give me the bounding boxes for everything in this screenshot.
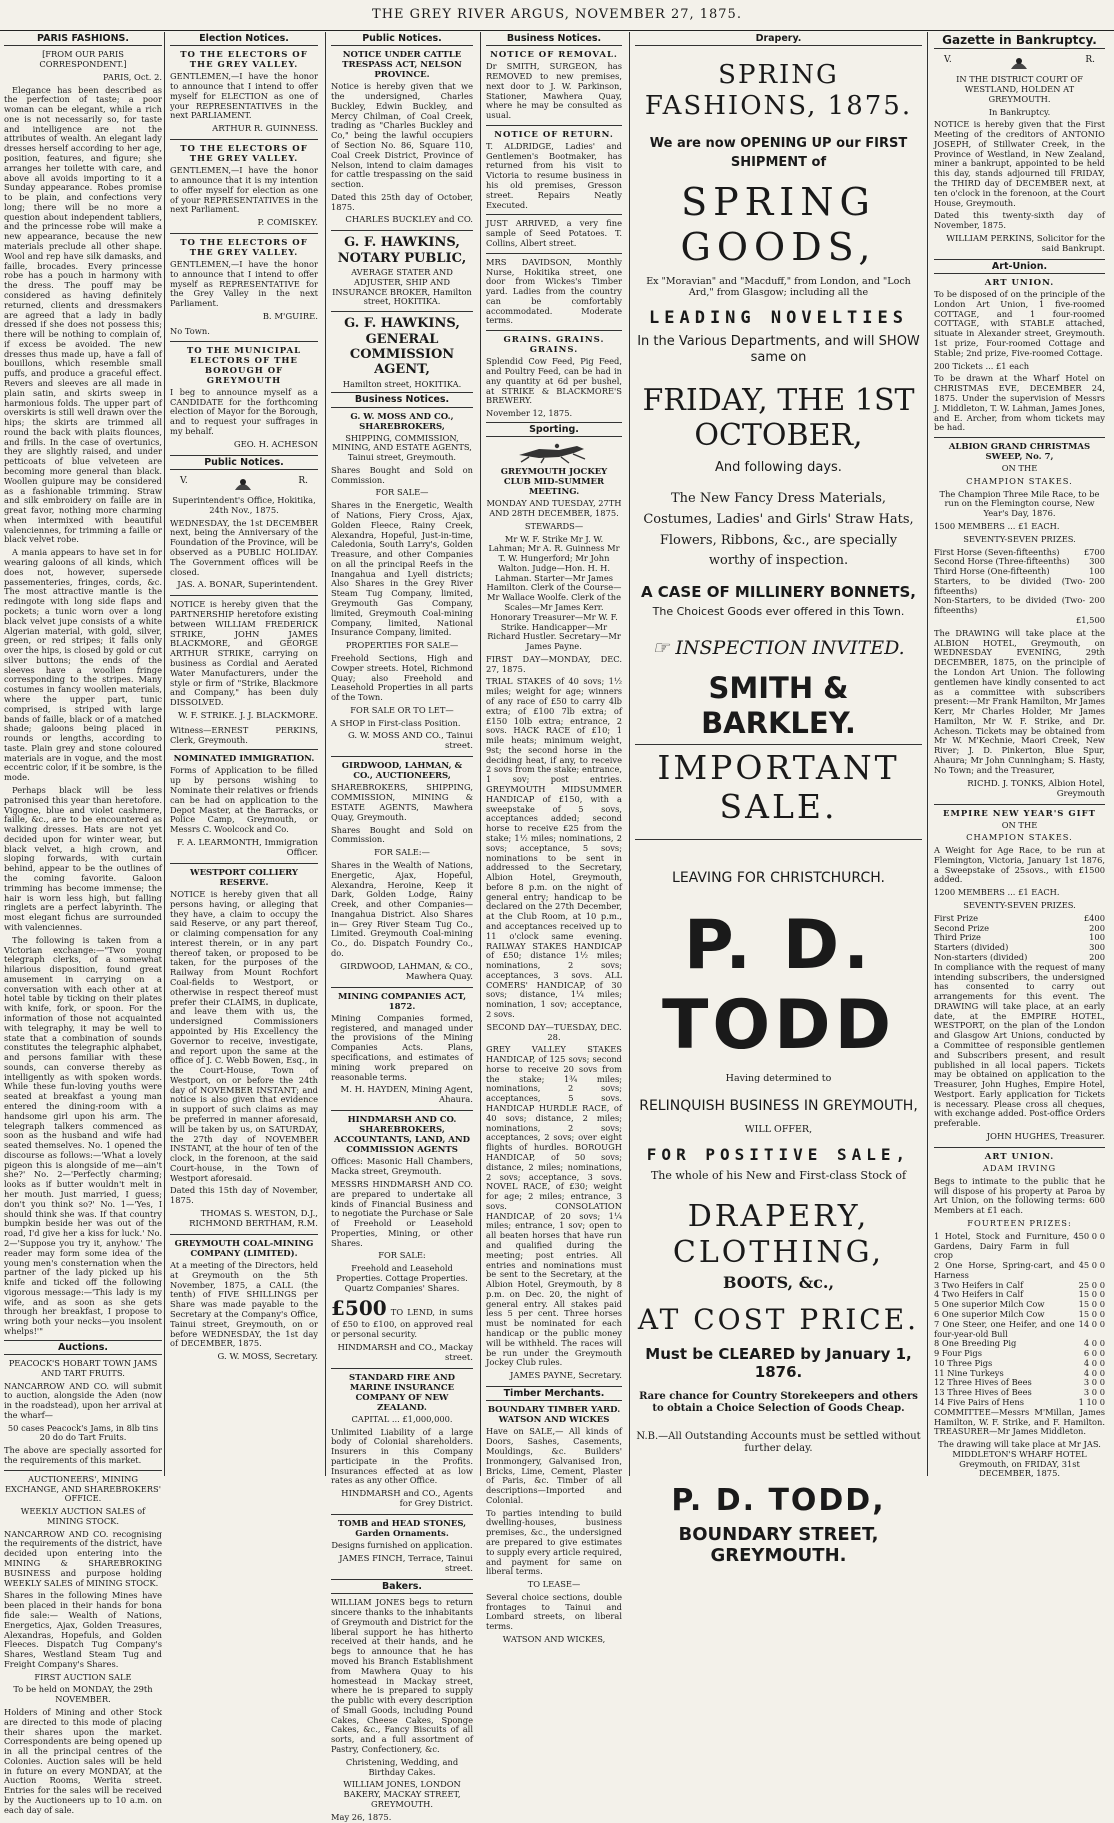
- notice-sub: SEVENTY-SEVEN PRIZES.: [963, 900, 1076, 911]
- divider: [170, 749, 318, 750]
- divider: [331, 230, 473, 231]
- prize-amount: 4 0 0: [1083, 1367, 1105, 1378]
- notice-date: November 12, 1875.: [486, 408, 573, 419]
- notice-body: Splendid Cow Feed, Pig Feed, and Poultry Feed, can be had in any quantity at 6d per bushel, at STRIKE & BLACKMORE'S BREWERY.: [486, 356, 622, 406]
- prize-name: 10 Three Pigs: [934, 1357, 993, 1368]
- signature: M. H. HAYDEN, Mining Agent, Ahaura.: [340, 1085, 473, 1106]
- signature: WATSON AND WICKES,: [502, 1634, 606, 1645]
- notice-body: AVERAGE STATER AND ADJUSTER, SHIP AND INSURANCE BROKER, Hamilton street, HOKITIKA.: [332, 267, 472, 307]
- signature: WILLIAM PERKINS, Solicitor for the said Bankrupt.: [946, 233, 1105, 254]
- notice-title: BOUNDARY TIMBER YARD. WATSON AND WICKES: [487, 1405, 621, 1426]
- race-list: TRIAL STAKES of 40 sovs; 1½ miles; weight for age; winners of any race of £50 to carry 4lb extra; of £100 7lb extra; of £150 10lb extra; entrance, 2 sovs. HACK RACE of £10; 1 mile heats; minimum weight, 9st; the second horse in the deciding heat, if any, to receive 2 sovs from the stake; entrance, 1 sov; post entries. GREYMOUTH MIDSUMMER HANDICAP of £150, with a sweepstake of 5 sovs, acceptances added; second horse to receive £25 from the stake; 1½ miles; nominations, 2 sovs; acceptance, 5 sovs; nominations to be sent in addressed to the Secretary, Albion Hotel, Greymouth, before 8 p.m. on the night of general entry; handicap to be declared on the 27th December, at the Club Room, at 10 p.m., and acceptances received up to 11 o'clock same evening. RAILWAY STAKES HANDICAP of £50; distance 1½ miles; nominations, 2 sovs; acceptances, 3 sovs. ALL COMERS' HANDICAP, of 30 sovs; distance, 1¼ miles; nomination, 1 sov; acceptance, 2 sovs.: [486, 676, 622, 1020]
- divider: [4, 1470, 162, 1471]
- notice-title: GRAINS. GRAINS. GRAINS.: [503, 335, 605, 356]
- ad-line: SHIPMENT of: [730, 154, 827, 170]
- column-public-notices: [325, 32, 478, 1822]
- ad-line: LEAVING FOR CHRISTCHURCH.: [672, 869, 885, 886]
- notice-body: NOTICE is hereby given that the First Meeting of the creditors of ANTONIO JOSEPH, of Stillwater Creek, in the Province of Westland, in New Zealand, miner a bankrupt, appointed to be held this day, stands adjourned till FRIDAY, the THIRD day of DECEMBER next, at ten o'clock in the forenoon, at the Court House, Greymouth.: [934, 119, 1105, 208]
- prize-row: [934, 596, 1105, 616]
- notice-foot: Witness—ERNEST PERKINS, Clerk, Greymouth.: [170, 724, 318, 745]
- notice-title: TOMB and HEAD STONES, Garden Ornaments.: [337, 1519, 467, 1540]
- inspection-text: INSPECTION INVITED.: [675, 636, 905, 659]
- notice-body: Freehold and Leasehold Properties. Cottage Properties. Quartz Companies' Shares.: [336, 1263, 468, 1293]
- signature: RICHD. J. TONKS, Albion Hotel, Greymouth: [967, 778, 1105, 799]
- section-heading: Sporting.: [486, 422, 622, 437]
- notice-title: EMPIRE NEW YEAR'S GIFT: [942, 808, 1096, 819]
- signature: JOHN HUGHES, Treasurer.: [986, 1132, 1105, 1143]
- ad-headline: FRIDAY, THE 1ST OCTOBER,: [642, 382, 915, 454]
- ad-headline: IMPORTANT SALE.: [657, 747, 900, 826]
- ad-body: The above are specially assorted for the requirements of this market.: [4, 1445, 162, 1465]
- section-heading: Business Notices.: [331, 392, 473, 407]
- notice-body: Notice is hereby given that we the undersigned, Charles Buckley, Edwin Buckley, and Mercy Chilman, of Coal Creek, trading as "Charles Buckley and Co," being the lawful occupiers of Section No. 86, Square 110, Coal Creek District, Province of Nelson, intend to claim damages for cattle trespassing on the said section.: [331, 81, 473, 190]
- notice-sub: CAPITAL ... £1,000,000.: [351, 1413, 453, 1424]
- prize-amount: 200: [1089, 595, 1105, 606]
- article-paragraph: The following is taken from a Victorian exchange:—"Two young telegraph clerks, of a somewhat hilarious disposition, found great amusement in carrying on a conversation with each other at at hotel table by ticking on their plates with knife, fork, or spoon. For the information of those not acquainted with telegraphy, it may be well to state that a combination of sounds constitutes the telegraphic alphabet, and persons familiar with these sounds, can converse thereby as intelligently as with spoken words. While these fun-loving youths were seated at breakfast a young man entered the dining-room with a handsome girl upon his arm. The telegraph talkers commenced as soon as the husband and wife had seated themselves. No. 1 opened the discourse as follows:—'What a lovely pigeon this is alongside of me—ain't she?' No. 2—'Perfectly charming; looks as if butter wouldn't melt in her mouth. Just married, I guess; don't you think so?' No. 1—'Yes, I should think she was. If that country bumpkin beside her was out of the road, I'd give her a kiss for luck.' No. 2—'Suppose you try it, anyhow.' The reader may form some idea of the young men's consternation when the partner of the lady picked up his knife and ticked off the following vigorous message:—'This lady is my wife, and as soon as she gets through her breakfast, I propose to wring both your necks—you insolent whelps!'": [4, 934, 162, 1336]
- vr-v: V.: [180, 476, 188, 487]
- section-heading: Business Notices.: [486, 32, 622, 46]
- ad-line: Having determined to: [725, 1072, 832, 1084]
- divider: [170, 139, 318, 140]
- prize-total: £1,500: [1075, 615, 1105, 626]
- prize-name: First Horse (Seven-fifteenths): [934, 546, 1060, 557]
- ad-paragraph: The New Fancy Dress Materials, Costumes, Ladies' and Girls' Straw Hats, Flowers, Ribbons, &c., are specially worthy of inspection.: [643, 491, 914, 569]
- notice-sub: FOURTEEN PRIZES:: [967, 1217, 1072, 1228]
- ad-line: RELINQUISH BUSINESS IN GREYMOUTH,: [639, 1097, 918, 1114]
- prize-name: 6 One superior Milch Cow: [934, 1308, 1045, 1319]
- prize-name: 4 Two Heifers in Calf: [934, 1289, 1024, 1300]
- notice-body: The drawing will take place at Mr JAS. MIDDLETON'S WHARF HOTEL Greymouth, on FRIDAY, 31st DECEMBER, 1875.: [938, 1439, 1101, 1479]
- signature: F. A. LEARMONTH, Immigration Officer.: [177, 837, 318, 858]
- ad-line: We are now OPENING UP our FIRST: [649, 135, 908, 151]
- ad-line: To be held on MONDAY, the 29th NOVEMBER.: [13, 1684, 153, 1705]
- prize-name: Second Horse (Three-fifteenths): [934, 556, 1070, 567]
- ad-title: PEACOCK'S HOBART TOWN JAMS AND TART FRUITS.: [8, 1357, 158, 1378]
- prize-amount: 1 10 0: [1078, 1397, 1105, 1408]
- notice-body: Offices: Masonic Hall Chambers, Macka street, Greymouth.: [331, 1156, 473, 1177]
- notice-title: G. W. MOSS AND CO., SHAREBROKERS,: [350, 411, 454, 432]
- notice-body: GENTLEMEN,—I have the honor to announce that it is my intention to offer myself for election as one of your REPRESENTATIVES in the next Parliament.: [170, 165, 318, 215]
- ad-subtitle: FIRST AUCTION SALE: [34, 1671, 132, 1682]
- royal-arms: [934, 53, 1105, 75]
- officials: Mr W. F. Strike Mr J. W. Lahman; Mr A. R. Guinness Mr T. W. Hungerford; Mr John Walton. Judge—Hon. H. H. Lahman. Starter—Mr James Hamilton. Clerk of the Course—Mr Wallace Woolfe. Clerk of the Scales—Mr James Kerr. Honorary Treasurer—Mr W. F. Strike. Handicapper—Mr Richard Hustler. Secretary—Mr James Payne.: [486, 533, 622, 652]
- notice-title: MINING COMPANIES ACT, 1872.: [337, 991, 467, 1012]
- notice-date: Dated this 25th day of October, 1875.: [331, 191, 473, 212]
- notice-body: Have on SALE,— All kinds of Doors, Sashes, Casements, Mouldings, &c. Builders' Ironmongery, Galvanised Iron, Bricks, Lime, Cement, Plaster of Paris, &c. Timber of all descriptions—Imported and Colonial.: [486, 1426, 622, 1505]
- notice-sub: ADAM IRVING: [982, 1163, 1057, 1174]
- section-heading: Art-Union.: [934, 259, 1105, 274]
- notice-body: NOTICE is hereby given that the PARTNERSHIP heretofore existing between WILLIAM FREDERICK STRIKE, JOHN JAMES BLACKMORE, and GEORGE ARTHUR STRIKE, carrying on business as Cordial and Aerated Water Manufacturers, under the style or firm of "Strike, Blackmore and Company," has been duly DISSOLVED.: [170, 599, 318, 708]
- notice-body: Christening, Wedding, and Birthday Cakes.: [345, 1756, 459, 1777]
- ad-line: Must be CLEARED by January 1, 1876.: [645, 1345, 912, 1381]
- ad-line: The whole of his New and First-class Stock of: [650, 1169, 907, 1183]
- ad-headline: [635, 637, 922, 659]
- ad-line: In the Various Departments, and will SHOW same on: [637, 334, 920, 365]
- prize-amount: 45 0 0: [1078, 1260, 1105, 1271]
- divider: [331, 1368, 473, 1369]
- signature: HINDMARSH and CO., Agents for Grey District.: [341, 1489, 473, 1510]
- notice-title: ART UNION.: [984, 1152, 1055, 1163]
- divider: [934, 437, 1105, 438]
- prize-amount: 200: [1089, 922, 1105, 933]
- notice-title: ART UNION.: [984, 278, 1055, 289]
- prize-name: 13 Three Hives of Bees: [934, 1387, 1032, 1398]
- notice-title: G. F. HAWKINS, GENERAL COMMISSION AGENT,: [344, 316, 460, 378]
- prize-amount: 15 0 0: [1078, 1299, 1105, 1310]
- racehorse-icon: [486, 441, 622, 463]
- notice-body: COMMITTEE—Messrs M'Millan, James Hamilton, W. F. Strike, and F. Hamilton. TREASURER—Mr James Middleton.: [934, 1406, 1105, 1437]
- notice-sub: In Bankruptcy.: [988, 106, 1051, 117]
- notice-date: May 26, 1875.: [331, 1811, 392, 1822]
- article-paragraph: Perhaps black will be less patronised this year than heretofore. Vigogne, blue and violet cashmere, faille, &c., are to be encountered as walking dresses. Hats are not yet decided upon for winter wear, but black velvet, a high crown, and sloping forwards, with curtain behind, appear to be the outlines of the coming favorite. Galoon trimming has become immense; the hair is worn less high, but falling ringlets are a perfect labyrinth. The most elegant fichus are surrounded with valenciennes.: [4, 785, 162, 932]
- dateline: PARIS, Oct. 2.: [103, 71, 162, 82]
- merchant-address: BOUNDARY STREET, GREYMOUTH.: [678, 1524, 879, 1567]
- prize-amount: 6 0 0: [1083, 1348, 1105, 1359]
- loan-terms: TO LEND, in sums of £50 to £100, on approved real or personal security.: [331, 1306, 474, 1339]
- prize-name: Starters (divided): [934, 942, 1009, 953]
- ad-body: Shares in the following Mines have been placed in their hands for bona fide sale:— Wealth of Nations, Energetics, Ajax, Golden Treasures, Alexandras, Hopefuls, and Golden Fleeces. Dispatch Tug Company's Shares, Westland Steam Tug and Freight Company's Shares.: [4, 1590, 162, 1669]
- prize-name: 11 Nine Turkeys: [934, 1367, 1004, 1378]
- notice-date: Dated this 15th day of November, 1875.: [170, 1185, 318, 1206]
- ad-line: BOOTS, &c.,: [722, 1273, 835, 1293]
- prize-amount: 4 0 0: [1083, 1357, 1105, 1368]
- notice-title: WESTPORT COLLIERY RESERVE.: [190, 867, 298, 888]
- notice-body: T. ALDRIDGE, Ladies' and Gentlemen's Bootmaker, has returned from his visit to Victoria to resume business in his old premises, Gresson street. Repairs Neatly Executed.: [486, 140, 622, 210]
- signature: ARTHUR R. GUINNESS.: [212, 124, 318, 135]
- notice-line: 1200 MEMBERS ... £1 EACH.: [934, 887, 1060, 898]
- signature: THOMAS S. WESTON, D.J., RICHMOND BERTHAM, R.M.: [189, 1209, 318, 1230]
- divider: [331, 311, 473, 312]
- prize-amount: 14 0 0: [1078, 1318, 1105, 1329]
- prize-amount: 3 0 0: [1083, 1377, 1105, 1388]
- ad-line: 50 cases Peacock's Jams, in 8lb tins 20 do do Tart Fruits.: [7, 1422, 159, 1443]
- prize-list: [934, 1232, 1105, 1408]
- divider: [486, 214, 622, 215]
- section-heading: Drapery.: [635, 32, 922, 46]
- prize-amount: 100: [1089, 932, 1105, 943]
- prize-amount: 300: [1089, 556, 1105, 567]
- vr-r: R.: [1085, 55, 1095, 66]
- divider: [170, 233, 318, 234]
- ad-headline: DRAPERY, CLOTHING,: [672, 1199, 885, 1270]
- signature: G. W. MOSS, Secretary.: [217, 1352, 318, 1363]
- notice-body: To be disposed of on the principle of the London Art Union, 1 five-roomed COTTAGE, and 1 four-roomed COTTAGE, with STABLE attached, situate in Alexander street, Greymouth. 1st prize, Four-roomed Cottage and Stable; 2nd prize, Five-roomed Cottage.: [934, 289, 1105, 358]
- notice-body: In compliance with the request of many intending subscribers, the undersigned has consented to carry out arrangements for this event. The DRAWING will take place, at an early date, at the EMPIRE HOTEL, WESTPORT, on the plan of the London and Glasgow Art Unions, conducted by a Committee of responsible gentlemen and Subscribers present, and result published in all local papers. Tickets may be obtained on application to the Treasurer, John Hughes, Empire Hotel, Westport. Early application for Tickets is necessary. Please cross all cheques, with exchange added. Post-office Orders preferable.: [934, 961, 1105, 1129]
- notice-body: GENTLEMEN,—I have the honor to announce that I intend to offer myself as REPRESENTATIVE for the Grey Valley in the next Parliament.: [170, 259, 318, 309]
- notice-title: TO THE ELECTORS OF THE GREY VALLEY.: [180, 144, 308, 165]
- column-business-notices: [480, 32, 627, 1645]
- signature: G. W. MOSS AND CO., Tainui street.: [347, 731, 473, 752]
- notice-body: To be drawn at the Wharf Hotel on CHRISTMAS EVE, DECEMBER 24, 1875. Under the supervision of Messrs J. Middleton, T. W. Lahman, James Jones, and E. Archer, from whom tickets may be had.: [934, 373, 1105, 433]
- prize-amount: 3 0 0: [1083, 1387, 1105, 1398]
- section-heading: Public Notices.: [170, 455, 318, 470]
- prize-name: 3 Two Heifers in Calf: [934, 1279, 1024, 1290]
- notice-sub: CHAMPION STAKES.: [966, 832, 1073, 843]
- divider: [331, 987, 473, 988]
- notice-body: I beg to announce myself as a CANDIDATE for the forthcoming election of Mayor for the Borough, and to request your suffrages in my behalf.: [170, 386, 318, 437]
- notice-body: Mining Companies formed, registered, and managed under the provisions of the Mining Companies Acts. Plans, specifications, and estimates of mining work prepared on reasonable terms.: [331, 1012, 473, 1082]
- notice-sub: PROPERTIES FOR SALE—: [345, 640, 459, 651]
- ad-subtitle: WEEKLY AUCTION SALES of MINING STOCK.: [20, 1506, 146, 1526]
- royal-arms: [170, 474, 318, 496]
- notice-title: GREYMOUTH COAL-MINING COMPANY (LIMITED).: [174, 1239, 314, 1260]
- notice-sub: FOR SALE—: [375, 487, 429, 498]
- notice-date: Dated this twenty-sixth day of November, 1875.: [934, 210, 1105, 231]
- divider: [635, 744, 922, 745]
- notice-body: At a meeting of the Directors, held at Greymouth on the 5th November, 1875, a CALL (the tenth) of FIVE SHILLINGS per Share was made payable to the Secretary at the Company's Office, Tainui street, Greymouth, on or before WEDNESDAY, the 1st day of DECEMBER, 1875.: [170, 1260, 318, 1349]
- prize-row: [934, 1320, 1105, 1340]
- notice-body: A SHOP in First-class Position.: [331, 717, 461, 728]
- notice-sub: FOR SALE OR TO LET—: [350, 704, 454, 715]
- signature: WILLIAM JONES, LONDON BAKERY, MACKAY STREET, GREYMOUTH.: [343, 1779, 461, 1809]
- firm-name: SMITH & BARKLEY.: [701, 671, 856, 740]
- notice-sub: MONDAY AND TUESDAY, 27TH AND 28TH DECEMBER, 1875.: [486, 498, 622, 518]
- prize-name: 7 One Steer, one Heifer, and one four-year-old Bull: [934, 1318, 1075, 1339]
- column-gazette: [929, 32, 1110, 1479]
- race-day: SECOND DAY—TUESDAY, DEC. 28.: [486, 1021, 622, 1042]
- notice-body: NOTICE is hereby given that all persons having, or alleging that they have, a claim to occupy the said Reserve, or any part thereof, or claiming compensation for any interest therein, or in any part thereof taken, or proposed to be taken, for the purposes of the Railway from Mount Rochfort Coal-fields to Westport, or otherwise in respect thereof must prefer their CLAIMS, in duplicate, and leave them with us, the undersigned Commissioners appointed by His Excellency the Governor to receive, investigate, and report upon the same at the office of J. C. Webb Bowen, Esq., in the Court-House, Town of Westport, on or before the 24th day of NOVEMBER INSTANT; and notice is also given that evidence in support of such claims as may be preferred in manner aforesaid, will be taken by us, on SATURDAY, the 27th day of NOVEMBER INSTANT, at the hour of ten of the clock, in the forenoon, at the said Court-house, in the Town of Westport aforesaid.: [170, 889, 318, 1183]
- ad-body: NANCARROW AND CO. will submit to auction, alongside the Aden (now in the roadstead), upon her arrival at the wharf—: [4, 1380, 162, 1420]
- section-heading: Auctions.: [4, 1340, 162, 1355]
- prize-amount: 200: [1089, 951, 1105, 962]
- prize-name: 12 Three Hives of Bees: [934, 1377, 1032, 1388]
- prize-amount: £400: [1083, 912, 1105, 923]
- ad-headline: A CASE OF MILLINERY BONNETS,: [640, 583, 917, 602]
- notice-line: 200 Tickets ... £1 each: [934, 360, 1030, 371]
- notice-line: 1500 MEMBERS ... £1 EACH.: [934, 521, 1060, 531]
- notice-sub: SEVENTY-SEVEN PRIZES.: [963, 533, 1076, 544]
- section-heading: Timber Merchants.: [486, 1386, 622, 1401]
- ad-body: NANCARROW AND CO. recognising the requirements of the district, have decided upon entering into the MINING & SHAREBROKING BUSINESS and purpose holding WEEKLY SALES of MINING STOCK.: [4, 1528, 162, 1588]
- prize-name: Starters, to be divided (Two-fifteenths): [934, 575, 1086, 596]
- notice-body: Dr SMITH, SURGEON, has REMOVED to new premises, next door to J. W. Parkinson, Stationer, Mawhera Quay, where he may be consulted as usual.: [486, 61, 622, 121]
- section-heading: Bakers.: [331, 1579, 473, 1594]
- article-paragraph: A mania appears to have set in for wearing galoons of all kinds, which does not, however, supersede passementeries, fringes, cords, &c. The most attractive mantle is the redingote with long side flaps and pockets; a tunic worn over a long black velvet jupe consists of a white Algerian material, with gold, silver, green, or red stripes; it falls only over the hips, is closed by gold or cut silver buttons; the ends of the sleeves have a woollen fringe corresponding to the stripes. Many costumes in fancy woollen materials, where the upper part, tunic comprised, is striped with large bands of faille, black or of a matched shade; galoons being placed in rounds or lengths, according to taste. Plain grey and stone coloured materials are in vogue, and the most eccentric color, if it be sombre, is the mode.: [4, 547, 162, 783]
- prize-list: [934, 548, 1105, 616]
- notice-title: NOMINATED IMMIGRATION.: [173, 754, 315, 765]
- section-heading: Public Notices.: [331, 32, 473, 46]
- prize-amount: 15 0 0: [1078, 1308, 1105, 1319]
- royal-crest-icon: [1008, 55, 1030, 73]
- notice-title: GIRDWOOD, LAHMAN, & CO., AUCTIONEERS,: [341, 761, 463, 782]
- notice-body: Designs furnished on application.: [331, 1540, 473, 1551]
- notice-body: A Weight for Age Race, to be run at Flemington, Victoria, January 1st 1876, a Sweepstake of 25sovs., with £1500 added.: [934, 845, 1105, 885]
- ad-line: And following days.: [715, 459, 842, 475]
- prize-name: 9 Four Pigs: [934, 1348, 982, 1359]
- article-paragraph: Elegance has been described as the perfection of taste; a poor woman can be elegant, while a rich one is not necessarily so, for taste and intelligence are not the attributes of wealth. An elegant lady dresses herself according to her age, position, features, and figure; she arranges her toilette with care, and above all avoids importing to it a Sunday appearance. Robes promise to be plain, and confections very long; there will be no more a question about independent tabliers, and the princesse robe will make a new appearance, because the new materials preclude all other shape. Wool and rep have silk damasks, and faille, brocades. Every princesse robe has a pouch in harmony with the dress. The pouff may be considered as having definitely returned, clients and dressmakers are agreed that a lady in badly dressed if she does not possess this; there will be nothing to complain of, if excess be avoided. The new dresses thus made up, have a fall of bouillons, which resemble small puffs, and produce a graceful effect. Revers and sleeves are all made in plain satin, and skirts sweep in harmonious folds. The upper part of overskirts is still well drawn over the hips; the skirts are trimmed all round the back with plaits flounces, and frills. In the case of overtunics, they are slightly raised, and under petticoats of blue velveteen are becoming more general than black. Woollen guipure may be considered as a fashionable trimming. Straw and silk embroidery on faille are in great favor, nothing more charming when intermixed with beautiful valenciennes, for trimming a faille or black velvet robe.: [4, 84, 162, 545]
- prize-name: Third Prize: [934, 932, 981, 943]
- ad-headline: SPRING GOODS,: [680, 180, 877, 270]
- prize-amount: 100: [1089, 566, 1105, 577]
- notice-title: GREYMOUTH JOCKEY CLUB MID-SUMMER MEETING.: [500, 467, 608, 498]
- notice-head: Superintendent's Office, Hokitika, 24th Nov., 1875.: [172, 495, 316, 515]
- prize-name: 14 Five Pairs of Hens: [934, 1397, 1024, 1408]
- notice-sub: SHIPPING, COMMISSION, MINING, AND ESTATE AGENTS, Tainui street, Greymouth.: [332, 432, 472, 463]
- notice-body: Shares Bought and Sold on Commission.: [331, 824, 473, 845]
- notice-title: TO THE ELECTORS OF THE GREY VALLEY.: [180, 50, 308, 71]
- divider: [331, 1110, 473, 1111]
- prize-name: 8 One Breeding Pig: [934, 1338, 1017, 1349]
- notice-body: The Champion Three Mile Race, to be run on the Flemington course, New Year's Day, 1876.: [939, 488, 1100, 519]
- masthead: THE GREY RIVER ARGUS, NOVEMBER 27, 1875.: [0, 0, 1114, 31]
- notice-body: Unlimited Liability of a large body of Colonial shareholders. Insurers in this Company participate in the Profits. Insurances effected at as low rates as any other Office.: [331, 1426, 473, 1486]
- notice-body: WILLIAM JONES begs to return sincere thanks to the inhabitants of Greymouth and District for the liberal support he has hitherto received at their hands, and he begs to announce that he has moved his Branch Establishment from Mawhera Quay to his homestead in Mackay street, where he is prepared to supply the public with every description of Small Goods, including Pound Cakes, Cheese Cakes, Sponge Cakes, &c., Fancy Biscuits of all sorts, and a full assortment of Pastry, Confectionery, &c.: [331, 1597, 473, 1755]
- vr-v: V.: [944, 55, 952, 66]
- vr-r: R.: [298, 476, 308, 487]
- ad-line: WILL OFFER,: [744, 1124, 813, 1136]
- prize-amount: 25 0 0: [1078, 1279, 1105, 1290]
- signature: B. M'GUIRE.: [262, 312, 318, 323]
- notice-sub: ON THE: [1001, 463, 1038, 474]
- ad-line: The Choicest Goods ever offered in this Town.: [652, 604, 905, 618]
- ad-body: Holders of Mining and other Stock are directed to this mode of placing their shares upon the market. Correspondents are being opened up in all the principal centres of the Colonies. Auction sales will be held in future on every MONDAY, at the Auction Rooms, Werita street. Entries for the sales will be received by the Auctioneers up to 10 a.m. on each day of sale.: [4, 1706, 162, 1815]
- prize-name: 5 One superior Milch Cow: [934, 1299, 1045, 1310]
- notice-sub: CHAMPION STAKES.: [966, 475, 1073, 486]
- prize-row: [934, 1261, 1105, 1281]
- notice-body: Freehold Sections, High and Cowper streets. Hotel, Richmond Quay; also Freehold and Leasehold Properties in all parts of the Town.: [331, 652, 473, 703]
- loan-amount: £500: [331, 1295, 387, 1320]
- merchant-name: P. D. TODD,: [671, 1482, 886, 1518]
- section-heading: Gazette in Bankruptcy.: [934, 32, 1105, 49]
- ad-headline: LEADING NOVELTIES: [649, 308, 908, 329]
- notice-sub: ON THE: [1001, 819, 1038, 830]
- divider: [170, 341, 318, 342]
- race-day: FIRST DAY—MONDAY, DEC. 27, 1875.: [486, 653, 622, 674]
- notice-body: Begs to intimate to the public that he will dispose of his property at Paroa by Art Union, on the following terms: 600 Members at £1 each.: [934, 1175, 1105, 1216]
- prize-amount: 15 0 0: [1078, 1289, 1105, 1300]
- signature: CHARLES BUCKLEY and CO.: [345, 215, 473, 226]
- divider: [486, 253, 622, 254]
- column-election-notices: [164, 32, 323, 1476]
- prize-name: 1 Hotel, Stock and Furniture, Gardens, Dairy Farm in full crop: [934, 1230, 1070, 1261]
- ad-title: AUCTIONEERS', MINING EXCHANGE, AND SHAREBROKERS' OFFICE.: [5, 1473, 161, 1504]
- signature: JAS. A. BONAR, Superintendent.: [177, 580, 318, 591]
- notice-body: Hamilton street, HOKITIKA.: [342, 378, 462, 389]
- notice-body: MRS DAVIDSON, Monthly Nurse, Hokitika street, one door from Wickes's Timber yard. Ladies from the country can be comfortably accommodated. Moderate terms.: [486, 256, 622, 326]
- prize-amount: 450 0 0: [1073, 1230, 1105, 1241]
- prize-name: First Prize: [934, 912, 979, 923]
- notice-body: Shares in the Wealth of Nations, Energetic, Ajax, Hopeful, Alexandra, Heroine, Keep it Dark, Golden Lodge, Rainy Creek, and other Companies—Inangahua District. Also Shares in— Grey River Steam Tug Co., Limited. Greymouth Coal-mining Co., do. Dispatch Foundry Co., do.: [331, 859, 473, 958]
- prize-list: [934, 914, 1105, 963]
- notice-body: To parties intending to build dwelling-houses, business premises, &c., the undersigned are prepared to give estimates to supply every article required, and payment for same on liberal terms.: [486, 1507, 622, 1577]
- notice-title: STANDARD FIRE AND MARINE INSURANCE COMPANY OF NEW ZEALAND.: [349, 1372, 455, 1413]
- notice-body: Shares Bought and Sold on Commission.: [331, 464, 473, 485]
- loan-line: [331, 1297, 473, 1340]
- merchant-name: P. D. TODD: [661, 906, 896, 1066]
- notice-body: Forms of Application to be filled up by persons wishing to Nominate their relatives or friends can be had on application to the Depot Master, at the Barracks, or Police Camp, Greymouth, or Messrs C. Woolcock and Co.: [170, 765, 318, 835]
- prize-name: Third Horse (One-fifteenth): [934, 566, 1050, 577]
- notice-sub: STEWARDS—: [524, 520, 584, 531]
- prize-amount: 4 0 0: [1083, 1338, 1105, 1349]
- prize-amount: £700: [1083, 546, 1105, 557]
- notice-body: SHAREBROKERS, SHIPPING, COMMISSION, MINING & ESTATE AGENTS, Mawhera Quay, Greymouth.: [331, 782, 473, 822]
- notice-title: NOTICE OF REMOVAL.: [490, 50, 618, 61]
- court-name: IN THE DISTRICT COURT OF WESTLAND, HOLDEN AT GREYMOUTH.: [956, 74, 1083, 104]
- notice-body: MESSRS HINDMARSH AND CO. are prepared to undertake all kinds of Financial Business and to negotiate the Purchase or Sale of Freehold or Leasehold Properties, Mining, or other Shares.: [331, 1178, 473, 1248]
- signature: JAMES PAYNE, Secretary.: [510, 1371, 622, 1382]
- column-paris-fashions: [4, 32, 162, 1815]
- ad-line: Ex "Moravian" and "Macduff," from London, and "Loch Ard," from Glasgow; including all the: [646, 275, 911, 299]
- byline: [FROM OUR PARIS CORRESPONDENT.]: [39, 49, 127, 69]
- signature: W. F. STRIKE. J. J. BLACKMORE.: [177, 710, 318, 721]
- race-list: GREY VALLEY STAKES HANDICAP, of 125 sovs; second horse to receive 20 sovs from the stake; 1¾ miles; nominations, 2 sovs; acceptances, 5 sovs. HANDICAP HURDLE RACE, of 40 sovs; distance, 2 miles; nominations, 2 sovs; acceptances, 2 sovs; over eight flights of hurdles. BOROUGH HANDICAP, of 50 sovs; distance, 2 miles; nominations, 2 sovs; acceptance, 3 sovs. NOVEL RACE, of £30; weight for age; 2 miles; entrance, 3 sovs. CONSOLATION HANDICAP, of 20 sovs; 1¼ miles; entrance, 1 sov; open to all beaten horses that have run and qualified during the meeting; post entries. All entries and nominations must be sent to the Secretary, at the Albion Hotel, Greymouth, by 8 p.m. on Dec. 20, the night of general entry. All stakes paid less 5 per cent. Three horses must be nominated for each handicap or the public money will be withheld. The races will be run under the Greymouth Jockey Club rules.: [486, 1044, 622, 1368]
- prize-name: 2 One Horse, Spring-cart, and Harness: [934, 1260, 1075, 1280]
- divider: [486, 330, 622, 331]
- notice-title: G. F. HAWKINS, NOTARY PUBLIC,: [337, 235, 467, 266]
- royal-crest-icon: [232, 476, 254, 494]
- signature: HINDMARSH and CO., Mackay street.: [337, 1342, 473, 1363]
- notice-body: The DRAWING will take place at the ALBION HOTEL, Greymouth, on WEDNESDAY EVENING, 29th DECEMBER, 1875, on the principle of the London Art Union. The following gentlemen have kindly consented to act as a committee with subscribers present:—Mr Frank Hamilton, Mr James Kerr, Mr Charles Holder, Mr James Hamilton, Mr W. F. Strike, and Dr. Acheson. Tickets may be obtained from Mr W. M'Kechnie, Maori Creek, New River; J. D. Pinkerton, Blue Spur, Ahaura; Mr John Cunningham; S. Hasty, No Town; and the Treasurer,: [934, 627, 1105, 775]
- prize-amount: 300: [1089, 942, 1105, 953]
- notice-sub: FOR SALE:: [378, 1250, 426, 1261]
- ad-line: N.B.—All Outstanding Accounts must be settled without further delay.: [636, 1431, 921, 1454]
- notice-title: HINDMARSH AND CO. SHAREBROKERS, ACCOUNTANTS, LAND, AND COMMISSION AGENTS: [333, 1115, 471, 1156]
- prize-name: Non-starters (divided): [934, 951, 1028, 962]
- ad-title: SPRING FASHIONS, 1875.: [644, 60, 913, 121]
- ad-headline: AT COST PRICE.: [637, 1303, 920, 1337]
- ad-line: Rare chance for Country Storekeepers and others to obtain a Choice Selection of Goods Cheap.: [639, 1391, 918, 1415]
- pointing-hand-icon: ☞: [652, 636, 670, 659]
- prize-row: [934, 1232, 1105, 1261]
- notice-body: Shares in the Energetic, Wealth of Nations, Fiery Cross, Ajax, Golden Fleece, Rainy Creek, Alexandra, Hopeful, Just-in-time, Caledonia, South Larry's, Golden Treasure, and other Companies on all the principal Reefs in the Inangahua and Lyell districts; Also Shares in the Grey River Steam Tug Company, limited, Greymouth Gas Company, limited, Greymouth Coal-mining Company, limited, National Insurance Company, limited.: [331, 500, 473, 638]
- notice-title: NOTICE OF RETURN.: [494, 129, 614, 140]
- notice-foot: No Town.: [170, 326, 210, 337]
- notice-sub: FOR SALE:—: [374, 847, 430, 858]
- divider: [635, 839, 922, 840]
- notice-sub: TO LEASE—: [527, 1579, 581, 1590]
- notice-title: NOTICE UNDER CATTLE TRESPASS ACT, NELSON PROVINCE.: [342, 50, 462, 81]
- notice-body: Several choice sections, double frontages to Tainui and Lombard streets, on liberal terms.: [486, 1591, 622, 1632]
- prize-name: Second Prize: [934, 922, 990, 933]
- divider: [170, 595, 318, 596]
- notice-body: JUST ARRIVED, a very fine sample of Seed Potatoes. T. Collins, Albert street.: [486, 218, 622, 248]
- section-heading: Election Notices.: [170, 32, 318, 46]
- column-drapery: [629, 32, 928, 1567]
- divider: [486, 125, 622, 126]
- divider: [934, 1147, 1105, 1148]
- divider: [934, 804, 1105, 805]
- prize-name: Non-Starters, to be divided (Two-fifteenths): [934, 595, 1086, 616]
- signature: GIRDWOOD, LAHMAN, & CO., Mawhera Quay.: [340, 961, 473, 982]
- notice-title: ALBION GRAND CHRISTMAS SWEEP, No. 7,: [948, 442, 1091, 463]
- prize-row: [934, 577, 1105, 597]
- divider: [331, 1514, 473, 1515]
- signature: P. COMISKEY.: [257, 218, 318, 229]
- divider: [170, 1234, 318, 1235]
- divider: [331, 756, 473, 757]
- notice-title: TO THE ELECTORS OF THE GREY VALLEY.: [180, 238, 308, 259]
- divider: [170, 863, 318, 864]
- prize-amount: 200: [1089, 575, 1105, 586]
- ad-headline: FOR POSITIVE SALE,: [646, 1144, 911, 1164]
- notice-body: GENTLEMEN,—I have the honor to announce that I intend to offer myself for ELECTION as one of your REPRESENTATIVES in the next PARLIAMENT.: [170, 71, 318, 121]
- signature: GEO. H. ACHESON: [233, 439, 318, 450]
- notice-title: TO THE MUNICIPAL ELECTORS OF THE BOROUGH OF GREYMOUTH: [186, 345, 302, 386]
- signature: JAMES FINCH, Terrace, Tainui street.: [339, 1554, 473, 1575]
- section-heading: PARIS FASHIONS.: [4, 32, 162, 46]
- notice-body: WEDNESDAY, the 1st DECEMBER next, being the Anniversary of the Foundation of the Province, will be observed as a PUBLIC HOLIDAY. The Government offices will be closed.: [170, 517, 318, 577]
